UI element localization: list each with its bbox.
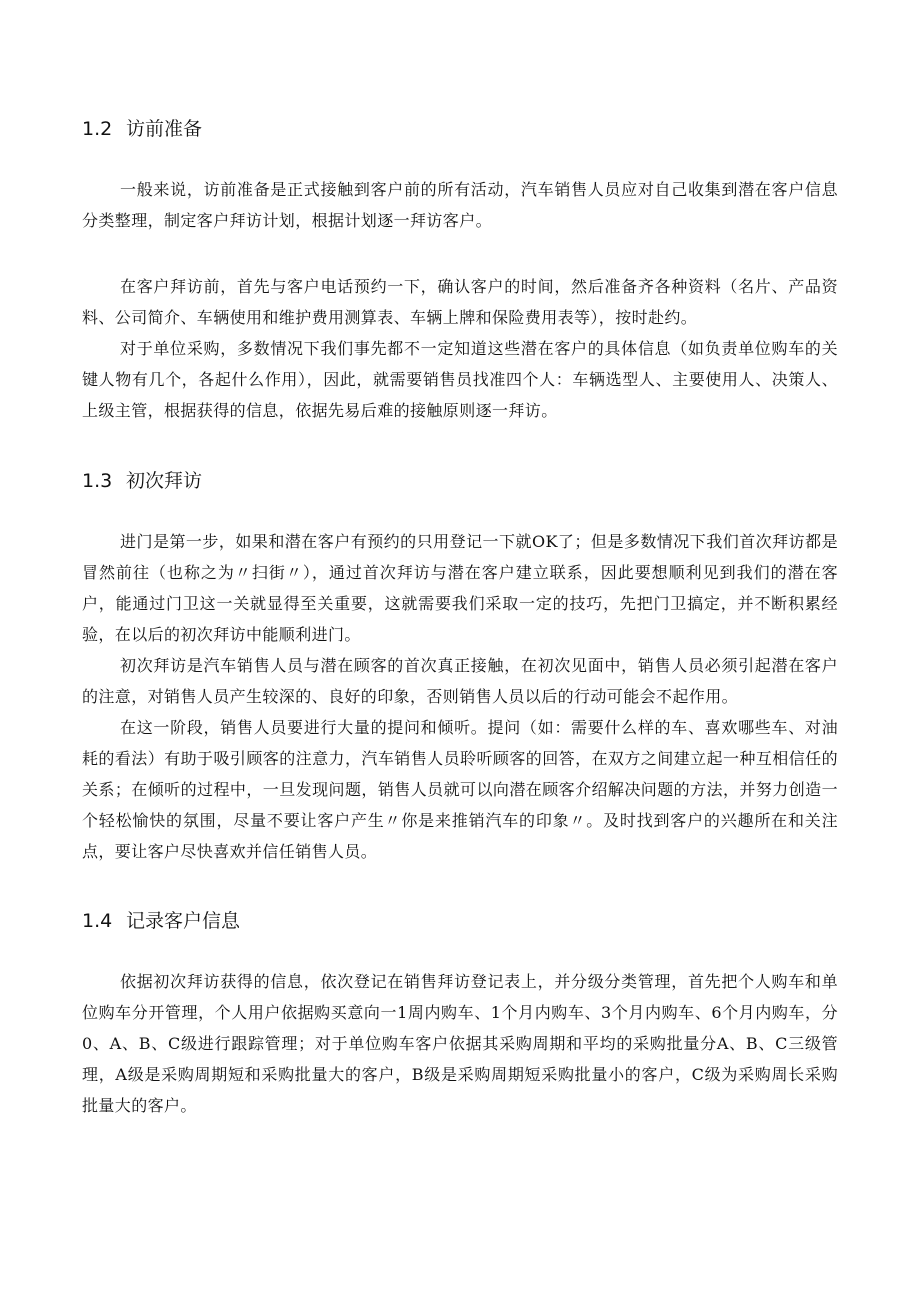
- section-title: 访前准备: [126, 118, 203, 140]
- section-heading: [82, 116, 838, 142]
- section-heading: [82, 468, 838, 494]
- section-1-4: [82, 908, 838, 1115]
- section-number: 1.2: [82, 118, 113, 140]
- paragraph: 对于单位采购，多数情况下我们事先都不一定知道这些潜在客户的具体信息（如负责单位购车的关键人物有几个，各起什么作用），因此，就需要销售员找准四个人：车辆选型人、主要使用人、决策人、上级主管，根据获得的信息，依据先易后难的接触原则逐一拜访。: [82, 339, 838, 420]
- paragraph: 在客户拜访前，首先与客户电话预约一下，确认客户的时间，然后准备齐各种资料（名片、产品资料、公司简介、车辆使用和维护费用测算表、车辆上牌和保险费用表等），按时赴约。: [82, 277, 838, 327]
- paragraph: 进门是第一步，如果和潜在客户有预约的只用登记一下就OK了；但是多数情况下我们首次拜访都是冒然前往（也称之为〃扫街〃），通过首次拜访与潜在客户建立联系，因此要想顺利见到我们的潜在客户，能通过门卫这一关就显得至关重要，这就需要我们采取一定的技巧，先把门卫搞定，并不断积累经验，在以后的初次拜访中能顺利进门。: [82, 532, 838, 644]
- section-body: [82, 174, 838, 236]
- paragraph: 一般来说，访前准备是正式接触到客户前的所有活动，汽车销售人员应对自己收集到潜在客户信息分类整理，制定客户拜访计划，根据计划逐一拜访客户。: [82, 180, 838, 230]
- section-title: 初次拜访: [126, 470, 203, 492]
- section-1-2: [82, 116, 838, 420]
- section-number: 1.3: [82, 470, 113, 492]
- section-heading: [82, 908, 838, 934]
- paragraph: 初次拜访是汽车销售人员与潜在顾客的首次真正接触，在初次见面中，销售人员必须引起潜在客户的注意，对销售人员产生较深的、良好的印象，否则销售人员以后的行动可能会不起作用。: [82, 656, 838, 706]
- section-body: [82, 526, 838, 867]
- section-body: [82, 966, 838, 1121]
- paragraph: 依据初次拜访获得的信息，依次登记在销售拜访登记表上，并分级分类管理，首先把个人购车和单位购车分开管理，个人用户依据购买意向一1周内购车、1个月内购车、3个月内购车、6个月内购车，分0、A、B、C级进行跟踪管理；对于单位购车客户依据其采购周期和平均的采购批量分A、B、C三级管理，A级是采购周期短和采购批量大的客户，B级是采购周期短采购批量小的客户，C级为采购周长采购批量大的客户。: [82, 972, 838, 1115]
- paragraph: 在这一阶段，销售人员要进行大量的提问和倾听。提问（如：需要什么样的车、喜欢哪些车、对油耗的看法）有助于吸引顾客的注意力，汽车销售人员聆听顾客的回答，在双方之间建立起一种互相信任的关系；在倾听的过程中，一旦发现问题，销售人员就可以向潜在顾客介绍解决问题的方法，并努力创造一个轻松愉快的氛围，尽量不要让客户产生〃你是来推销汽车的印象〃。及时找到客户的兴趣所在和关注点，要让客户尽快喜欢并信任销售人员。: [82, 718, 838, 861]
- section-number: 1.4: [82, 910, 113, 932]
- section-1-3: [82, 468, 838, 861]
- section-title: 记录客户信息: [126, 910, 241, 932]
- section-body: [82, 271, 838, 426]
